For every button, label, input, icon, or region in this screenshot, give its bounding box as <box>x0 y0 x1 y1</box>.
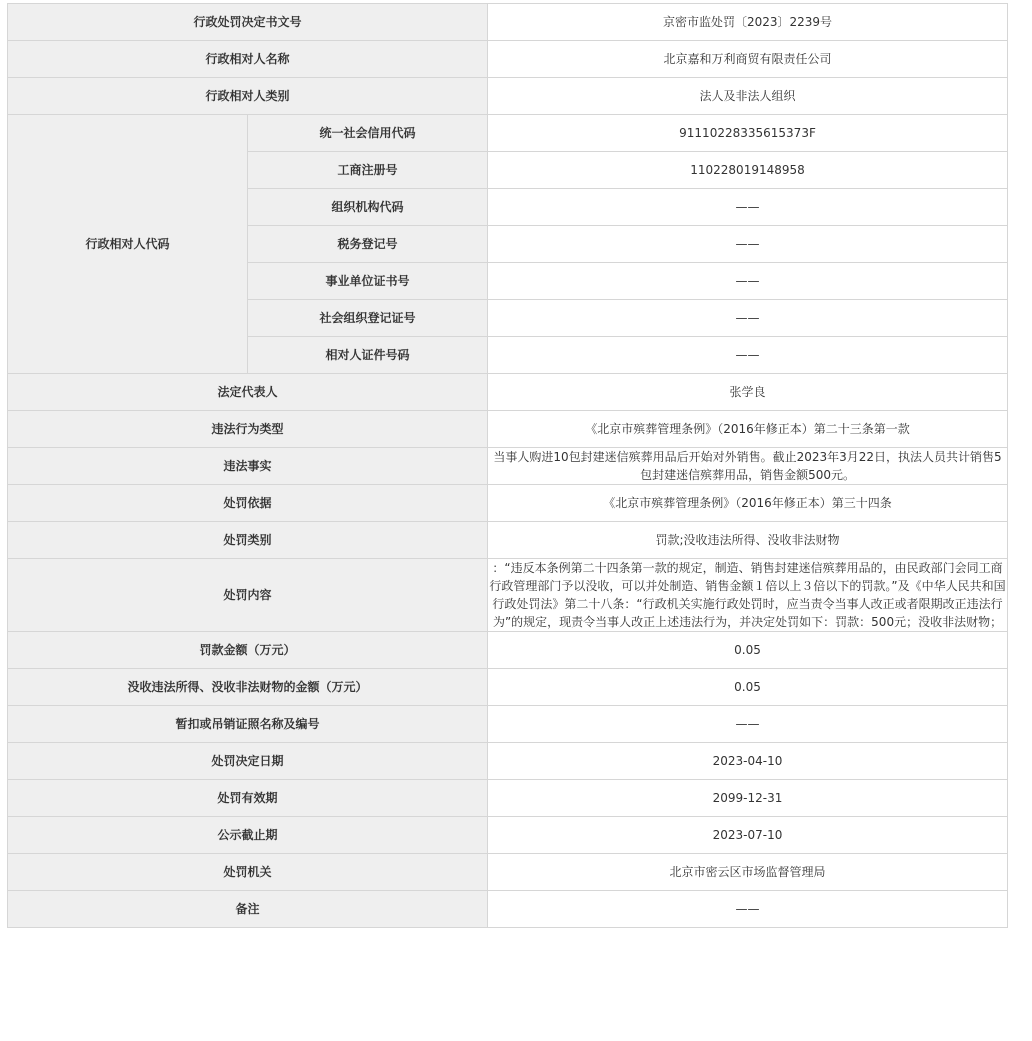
tax-reg-label: 税务登记号 <box>248 226 488 263</box>
valid-until-value: 2099-12-31 <box>488 780 1008 817</box>
penalty-category-value: 罚款;没收违法所得、没收非法财物 <box>488 522 1008 559</box>
decision-date-label: 处罚决定日期 <box>8 743 488 780</box>
penalty-content-value: ：“违反本条例第二十四条第一款的规定，制造、销售封建迷信殡葬用品的，由民政部门会同工商行政管理部门予以没收，可以并处制造、销售金额１倍以上３倍以下的罚款。”及《中华人民共和国行政处罚法》第二十八条：“行政机关实施行政处罚时，应当责令当事人改正或者限期改正违法行为”的规定，现责令当事人改正上述违法行为，并决定处罚如下：罚款：500元；没收非法财物； <box>488 559 1008 632</box>
row-confiscation-amount <box>8 669 1008 706</box>
party-name-value: 北京嘉和万利商贸有限责任公司 <box>488 41 1008 78</box>
credit-code-value: 91110228335615373F <box>488 115 1008 152</box>
row-violation-facts <box>8 448 1008 485</box>
penalty-basis-label: 处罚依据 <box>8 485 488 522</box>
violation-facts-value: 当事人购进10包封建迷信殡葬用品后开始对外销售。截止2023年3月22日，执法人员共计销售5包封建迷信殡葬用品，销售金额500元。 <box>488 448 1008 485</box>
valid-until-label: 处罚有效期 <box>8 780 488 817</box>
penalty-category-label: 处罚类别 <box>8 522 488 559</box>
row-fine-amount <box>8 632 1008 669</box>
row-party-name <box>8 41 1008 78</box>
penalty-content-label: 处罚内容 <box>8 559 488 632</box>
penalty-record-table <box>7 3 1008 928</box>
violation-type-label: 违法行为类型 <box>8 411 488 448</box>
party-type-value: 法人及非法人组织 <box>488 78 1008 115</box>
tax-reg-value: —— <box>488 226 1008 263</box>
row-decision-number <box>8 4 1008 41</box>
legal-rep-value: 张学良 <box>488 374 1008 411</box>
remarks-value: —— <box>488 891 1008 928</box>
decision-number-value: 京密市监处罚〔2023〕2239号 <box>488 4 1008 41</box>
party-id-label: 相对人证件号码 <box>248 337 488 374</box>
business-reg-value: 110228019148958 <box>488 152 1008 189</box>
confiscation-amount-label: 没收违法所得、没收非法财物的金额（万元） <box>8 669 488 706</box>
row-penalty-basis <box>8 485 1008 522</box>
social-org-cert-value: —— <box>488 300 1008 337</box>
row-penalty-content <box>8 559 1008 632</box>
party-name-label: 行政相对人名称 <box>8 41 488 78</box>
row-credit-code <box>8 115 1008 152</box>
social-org-cert-label: 社会组织登记证号 <box>248 300 488 337</box>
remarks-label: 备注 <box>8 891 488 928</box>
row-authority <box>8 854 1008 891</box>
fine-amount-label: 罚款金额（万元） <box>8 632 488 669</box>
org-code-value: —— <box>488 189 1008 226</box>
business-reg-label: 工商注册号 <box>248 152 488 189</box>
party-id-value: —— <box>488 337 1008 374</box>
row-violation-type <box>8 411 1008 448</box>
row-remarks <box>8 891 1008 928</box>
party-type-label: 行政相对人类别 <box>8 78 488 115</box>
row-party-type <box>8 78 1008 115</box>
publicity-deadline-label: 公示截止期 <box>8 817 488 854</box>
row-decision-date <box>8 743 1008 780</box>
party-codes-label: 行政相对人代码 <box>8 115 248 374</box>
institution-cert-label: 事业单位证书号 <box>248 263 488 300</box>
legal-rep-label: 法定代表人 <box>8 374 488 411</box>
violation-type-value: 《北京市殡葬管理条例》（2016年修正本）第二十三条第一款 <box>488 411 1008 448</box>
violation-facts-label: 违法事实 <box>8 448 488 485</box>
row-penalty-category <box>8 522 1008 559</box>
license-revoked-label: 暂扣或吊销证照名称及编号 <box>8 706 488 743</box>
penalty-basis-value: 《北京市殡葬管理条例》（2016年修正本）第三十四条 <box>488 485 1008 522</box>
org-code-label: 组织机构代码 <box>248 189 488 226</box>
decision-date-value: 2023-04-10 <box>488 743 1008 780</box>
decision-number-label: 行政处罚决定书文号 <box>8 4 488 41</box>
authority-value: 北京市密云区市场监督管理局 <box>488 854 1008 891</box>
row-valid-until <box>8 780 1008 817</box>
fine-amount-value: 0.05 <box>488 632 1008 669</box>
credit-code-label: 统一社会信用代码 <box>248 115 488 152</box>
row-legal-rep <box>8 374 1008 411</box>
confiscation-amount-value: 0.05 <box>488 669 1008 706</box>
authority-label: 处罚机关 <box>8 854 488 891</box>
license-revoked-value: —— <box>488 706 1008 743</box>
publicity-deadline-value: 2023-07-10 <box>488 817 1008 854</box>
row-publicity-deadline <box>8 817 1008 854</box>
row-license-revoked <box>8 706 1008 743</box>
institution-cert-value: —— <box>488 263 1008 300</box>
